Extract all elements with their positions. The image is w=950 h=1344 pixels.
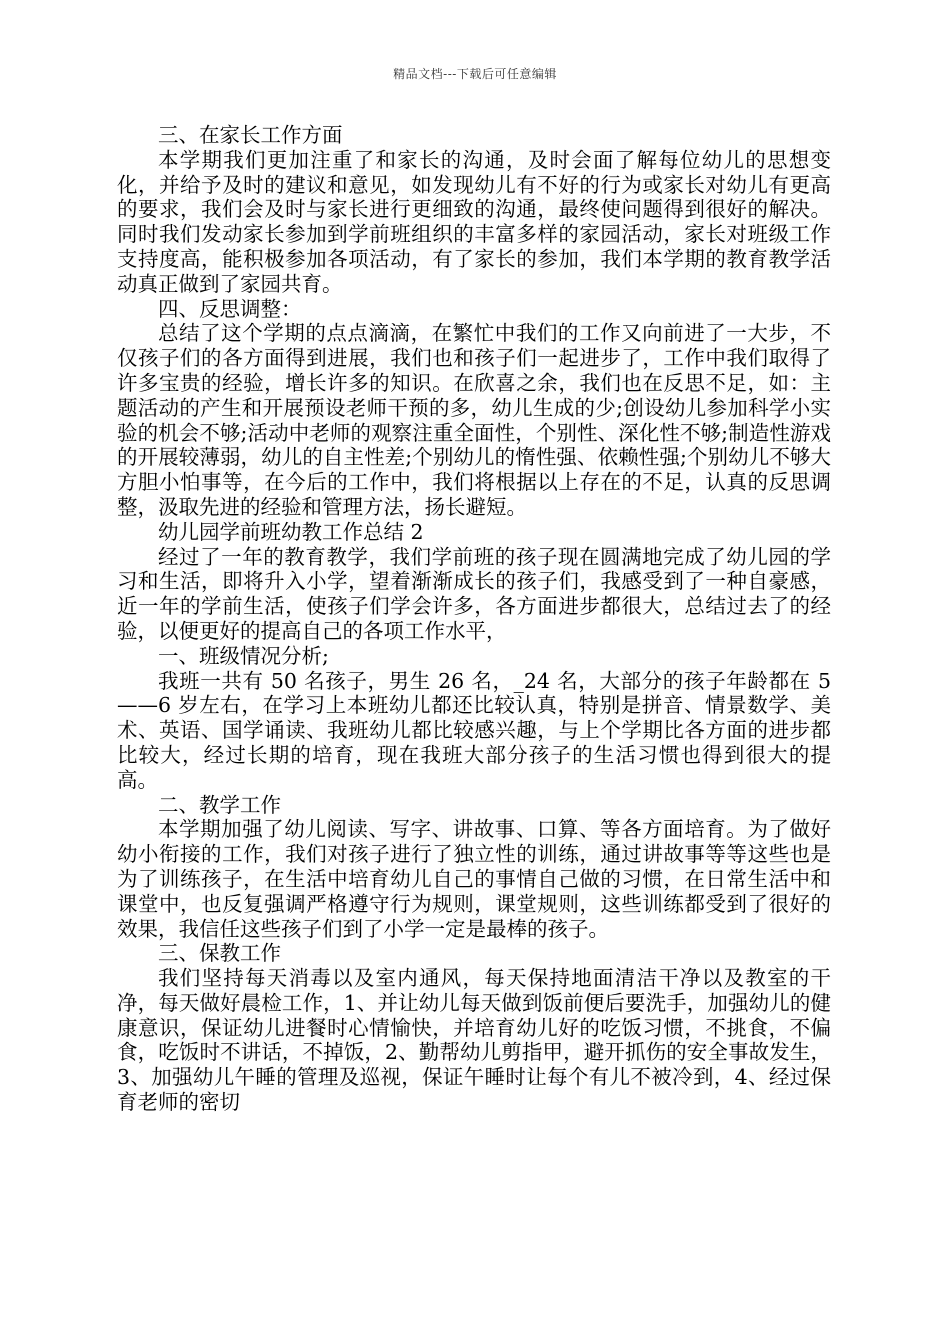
section-heading-reflection: 四、反思调整： (158, 296, 302, 321)
paragraph-intro: 经过了一年的教育教学，我们学前班的孩子现在圆满地完成了幼儿园的学习和生活，即将升入小学，望着渐渐成长的孩子们，我感受到了一种自豪感，近一年的学前生活，使孩子们学会许多，各方面进步都很大，总结过去了的经验，以便更好的提高自己的各项工作水平， (117, 544, 831, 643)
section-heading-teaching: 二、教学工作 (158, 792, 281, 817)
paragraph-reflection: 总结了这个学期的点点滴滴，在繁忙中我们的工作又向前进了一大步，不仅孩子们的各方面得到进展，我们也和孩子们一起进步了，工作中我们取得了许多宝贵的经验，增长许多的知识。在欣喜之余，我们也在反思不足，如：主题活动的产生和开展预设老师干预的多，幼儿生成的少;创设幼儿参加科学小实验的机会不够;活动中老师的观察注重全面性，个别性、深化性不够;制造性游戏的开展较薄弱，幼儿的自主性差;个别幼儿的惰性强、依赖性强;个别幼儿不够大方胆小怕事等，在今后的工作中，我们将根据以上存在的不足，认真的反思调整，汲取先进的经验和管理方法，扬长避短。 (117, 321, 831, 519)
section-heading-parent-work: 三、在家长工作方面 (158, 123, 343, 147)
paragraph-parent-work: 本学期我们更加注重了和家长的沟通，及时会面了解每位幼儿的思想变化，并给予及时的建议和意见，如发现幼儿有不好的行为或家长对幼儿有更高的要求，我们会及时与家长进行更细致的沟通，最终使问题得到很好的解决。同时我们发动家长参加到学前班组织的丰富多样的家园活动，家长对班级工作支持度高，能积极参加各项活动，有了家长的参加，我们本学期的教育教学活动真正做到了家园共育。 (117, 147, 831, 296)
section-heading-care: 三、保教工作 (158, 941, 281, 966)
paragraph-care: 我们坚持每天消毒以及室内通风，每天保持地面清洁干净以及教室的干净，每天做好晨检工作，1、并让幼儿每天做到饭前便后要洗手，加强幼儿的健康意识，保证幼儿进餐时心情愉快，并培育幼儿好的吃饭习惯，不挑食，不偏食，吃饭时不讲话，不掉饭，2、勤帮幼儿剪指甲，避开抓伤的安全事故发生，3、加强幼儿午睡的管理及巡视，保证午睡时让每个有儿不被冷到，4、经过保育老师的密切 (117, 966, 831, 1115)
paragraph-class-analysis: 我班一共有 50 名孩子，男生 26 名，_24 名，大部分的孩子年龄都在 5——6 岁左右，在学习上本班幼儿都还比较认真，特别是拼音、情景数学、美术、英语、国学诵读、我班幼儿都比较感兴趣，与上个学期比各方面的进步都比较大，经过长期的培育，现在我班大部分孩子的生活习惯也得到很大的提高。 (117, 668, 831, 792)
document-body (117, 123, 831, 1115)
paragraph-teaching: 本学期加强了幼儿阅读、写字、讲故事、口算、等各方面培育。为了做好幼小衔接的工作，我们对孩子进行了独立性的训练，通过讲故事等等这些也是为了训练孩子，在生活中培育幼儿自己的事情自己做的习惯，在日常生活中和课堂中，也反复强调严格遵守行为规则，课堂规则，这些训练都受到了很好的效果，我信任这些孩子们到了小学一定是最棒的孩子。 (117, 817, 831, 941)
document-subtitle: 幼儿园学前班幼教工作总结 2 (158, 519, 424, 544)
section-heading-class-analysis: 一、班级情况分析; (158, 643, 329, 668)
page-header: 精品文档---下载后可任意编辑 (393, 67, 557, 81)
